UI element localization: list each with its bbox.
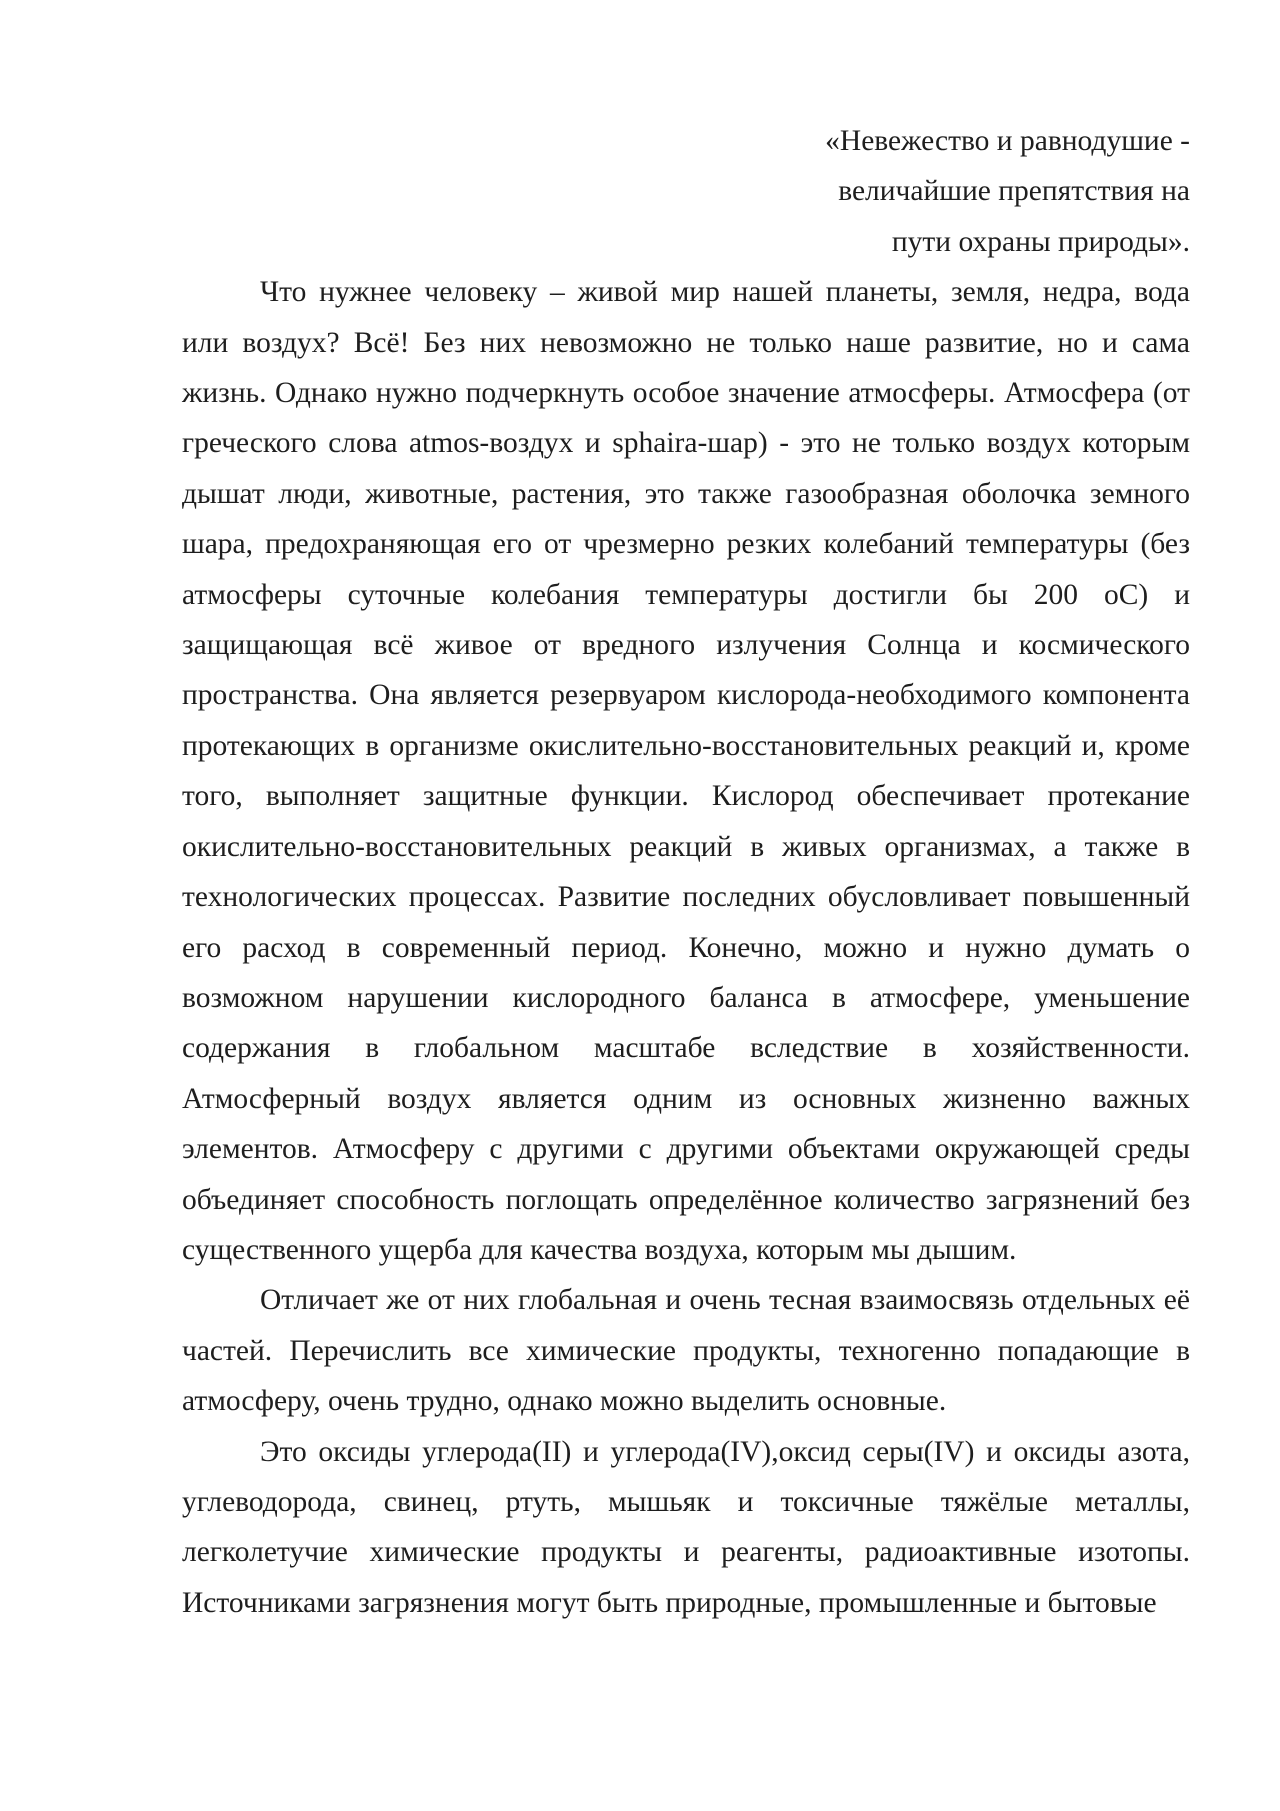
epigraph-line: пути охраны природы». xyxy=(891,225,1190,258)
epigraph-line: «Невежество и равнодушие - xyxy=(825,125,1190,157)
document-body xyxy=(182,116,1190,1628)
paragraph-pollutants: Это оксиды углерода(II) и углерода(IV),оксид серы(IV) и оксиды азота, углеводорода, свинец, ртуть, мышьяк и токсичные тяжёлые металлы, легколетучие химические продукты и реагенты, радиоактивные изотопы. Источниками загрязнения могут быть природные, промышленные и бытовые xyxy=(182,1435,1190,1619)
epigraph-line: величайшие препятствия на xyxy=(838,175,1190,208)
paragraph-atmosphere-intro: Что нужнее человеку – живой мир нашей планеты, земля, недра, вода или воздух? Всё! Без них невозможно не только наше развитие, но и сама жизнь. Однако нужно подчеркнуть особое значение атмосферы. Атмосфера (от греческого слова atmos-воздух и sphaira-шар) - это не только воздух которым дышат люди, животные, растения, это также газообразная оболочка земного шара, предохраняющая его от чрезмерно резких колебаний температуры (без атмосферы суточные колебания температуры достигли бы 200 оС) и защищающая всё живое от вредного излучения Солнца и космического пространства. Она является резервуаром кислорода-необходимого компонента протекающих в организме окислительно-восстановительных реакций и, кроме того, выполняет защитные функции. Кислород обеспечивает протекание окислительно-восстановительных реакций в живых организмах, а также в технологических процессах. Развитие последних обусловливает повышенный его расход в современный период. Конечно, можно и нужно думать о возможном нарушении кислородного баланса в атмосфере, уменьшение содержания в глобальном масштабе вследствие в хозяйственности. Атмосферный воздух является одним из основных жизненно важных элементов. Атмосферу с другими с другими объектами окружающей среды объединяет способность поглощать определённое количество загрязнений без существенного ущерба для качества воздуха, которым мы дышим. xyxy=(182,276,1190,1266)
epigraph-quote xyxy=(182,116,1190,267)
paragraph-global-interconnection: Отличает же от них глобальная и очень тесная взаимосвязь отдельных её частей. Перечислить все химические продукты, техногенно попадающие в атмосферу, очень трудно, однако можно выделить основные. xyxy=(182,1284,1190,1418)
